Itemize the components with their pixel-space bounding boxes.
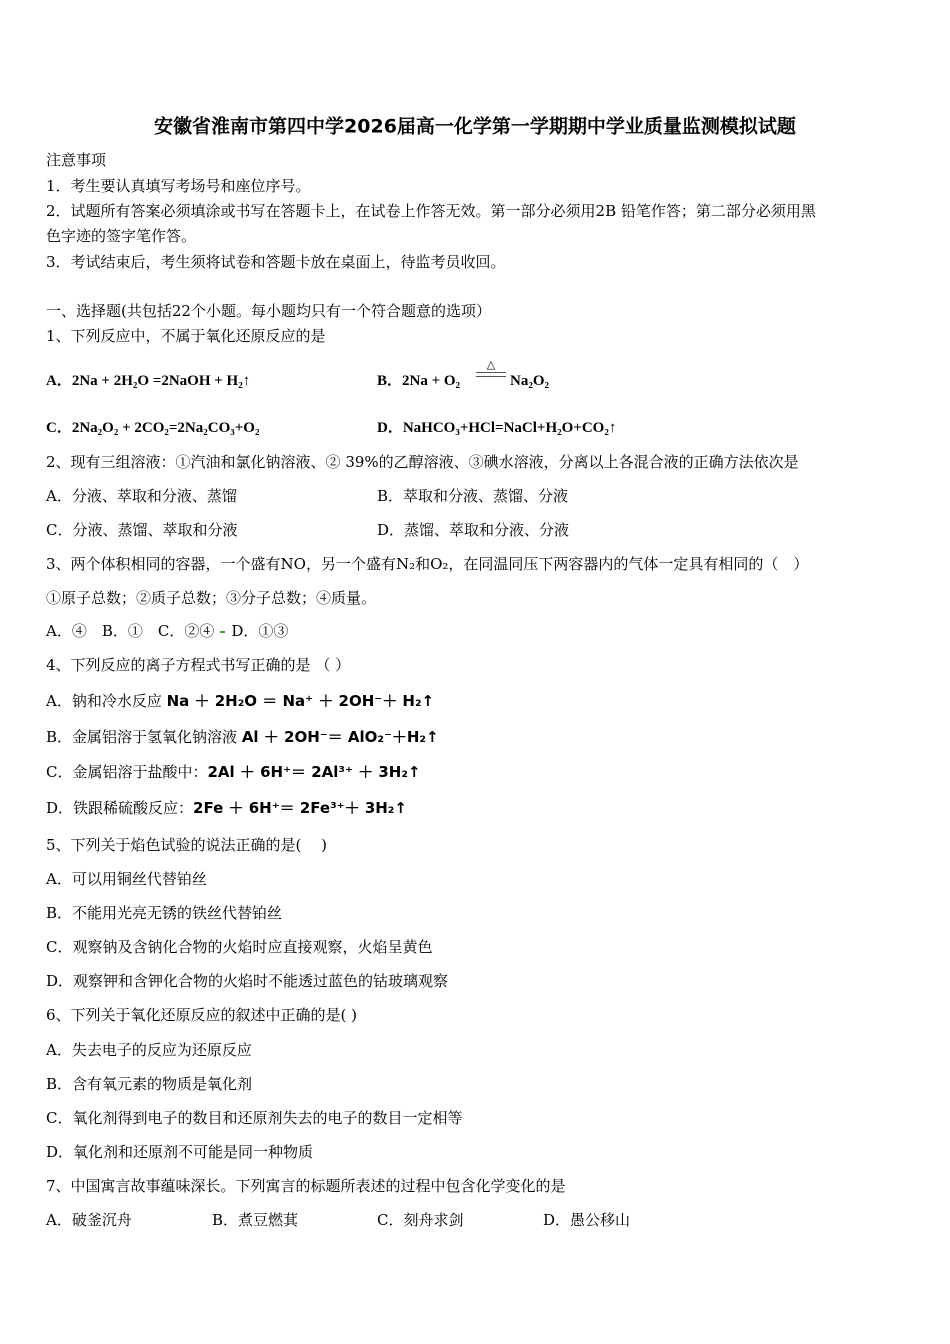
question-stem: 2、现有三组溶液：①汽油和氯化钠溶液、② 39%的乙醇溶液、③碘水溶液，分离以上各混合液的正确方法依次是 [46,453,799,471]
option-a: A．2Na + 2H₂O =2NaOH + H₂↑ [46,373,251,389]
notice-item: 2．试题所有答案必须填涂或书写在答题卡上，在试卷上作答无效。第一部分必须用2B 铅笔作答；第二部分必须用黑 [46,202,816,220]
option-d: D．氧化剂和还原剂不可能是同一种物质 [46,1143,314,1161]
question-stem: 1、下列反应中，不属于氧化还原反应的是 [46,327,326,345]
option-a: A．破釜沉舟 [46,1211,132,1229]
notice-heading: 注意事项 [46,151,107,169]
notice-item: 1．考生要认真填写考场号和座位序号。 [46,177,311,195]
option-d: D．NaHCO₃+HCl=NaCl+H₂O+CO₂↑ [377,420,617,436]
option-a: A．失去电子的反应为还原反应 [46,1041,252,1059]
option-text: C．金属铝溶于盐酸中： [46,763,208,781]
green-mark [220,631,225,633]
question-stem: 4、下列反应的离子方程式书写正确的是 （ ） [46,656,351,674]
options-abc: A．④ B．① C．②④ [46,622,215,640]
question-stem: 5、下列关于焰色试验的说法正确的是( ) [46,836,328,854]
option-d: D．蒸馏、萃取和分液、分液 [377,521,570,539]
equation: Al ＋ 2OH⁻＝ AlO₂⁻＋H₂↑ [241,728,439,746]
equals-line [476,376,506,377]
equation: 2Fe ＋ 6H⁺＝ 2Fe³⁺＋ 3H₂↑ [193,799,407,817]
option-text: A．钠和冷水反应 [46,692,162,710]
option-b: B．2Na + O₂ [377,373,461,389]
option-a: A．分液、萃取和分液、蒸馏 [46,487,237,505]
notice-item: 3．考试结束后，考生须将试卷和答题卡放在桌面上，待监考员收回。 [46,253,506,271]
option-b-product: Na₂O₂ [510,373,549,389]
option-d [46,798,407,818]
option-c [46,762,421,782]
question-items: ①原子总数；②质子总数；③分子总数；④质量。 [46,589,377,607]
option-a [46,691,434,711]
options-row [46,621,288,641]
option-text: D．铁跟稀硫酸反应： [46,799,194,817]
option-c: C．氧化剂得到电子的数目和还原剂失去的电子的数目一定相等 [46,1109,463,1127]
equals-line [476,372,506,373]
section-heading: 一、选择题(共包括22个小题。每小题均只有一个符合题意的选项） [46,302,491,320]
option-b: B．煮豆燃萁 [212,1211,299,1229]
option-c: C．分液、蒸馏、萃取和分液 [46,521,238,539]
option-text: B．金属铝溶于氢氧化钠溶液 [46,728,238,746]
option-c: C．刻舟求剑 [377,1211,464,1229]
equation: 2Al ＋ 6H⁺＝ 2Al³⁺ ＋ 3H₂↑ [207,763,421,781]
option-d: D．愚公移山 [543,1211,631,1229]
notice-item: 色字迹的签字笔作答。 [46,227,197,245]
question-stem: 3、两个体积相同的容器，一个盛有NO，另一个盛有N₂和O₂，在同温同压下两容器内的气体一定具有相同的（ ） [46,555,809,573]
option-d: D．观察钾和含钾化合物的火焰时不能透过蓝色的钴玻璃观察 [46,972,449,990]
option-c: C．2Na₂O₂ + 2CO₂=2Na₂CO₃+O₂ [46,420,260,436]
equation: Na ＋ 2H₂O ＝ Na⁺ ＋ 2OH⁻＋ H₂↑ [166,692,435,710]
option-b: B．萃取和分液、蒸馏、分液 [377,487,569,505]
heat-symbol: △ [486,358,496,371]
option-b [46,727,439,747]
question-stem: 6、下列关于氧化还原反应的叙述中正确的是( ) [46,1006,358,1024]
page-title: 安徽省淮南市第四中学2026届高一化学第一学期期中学业质量监测模拟试题 [154,115,796,138]
option-b: B．不能用光亮无锈的铁丝代替铂丝 [46,904,283,922]
question-stem: 7、中国寓言故事蕴味深长。下列寓言的标题所表述的过程中包含化学变化的是 [46,1177,566,1195]
option-d: D．①③ [231,622,289,640]
option-a: A．可以用铜丝代替铂丝 [46,870,207,888]
option-c: C．观察钠及含钠化合物的火焰时应直接观察，火焰呈黄色 [46,938,433,956]
option-b: B．含有氧元素的物质是氧化剂 [46,1075,253,1093]
